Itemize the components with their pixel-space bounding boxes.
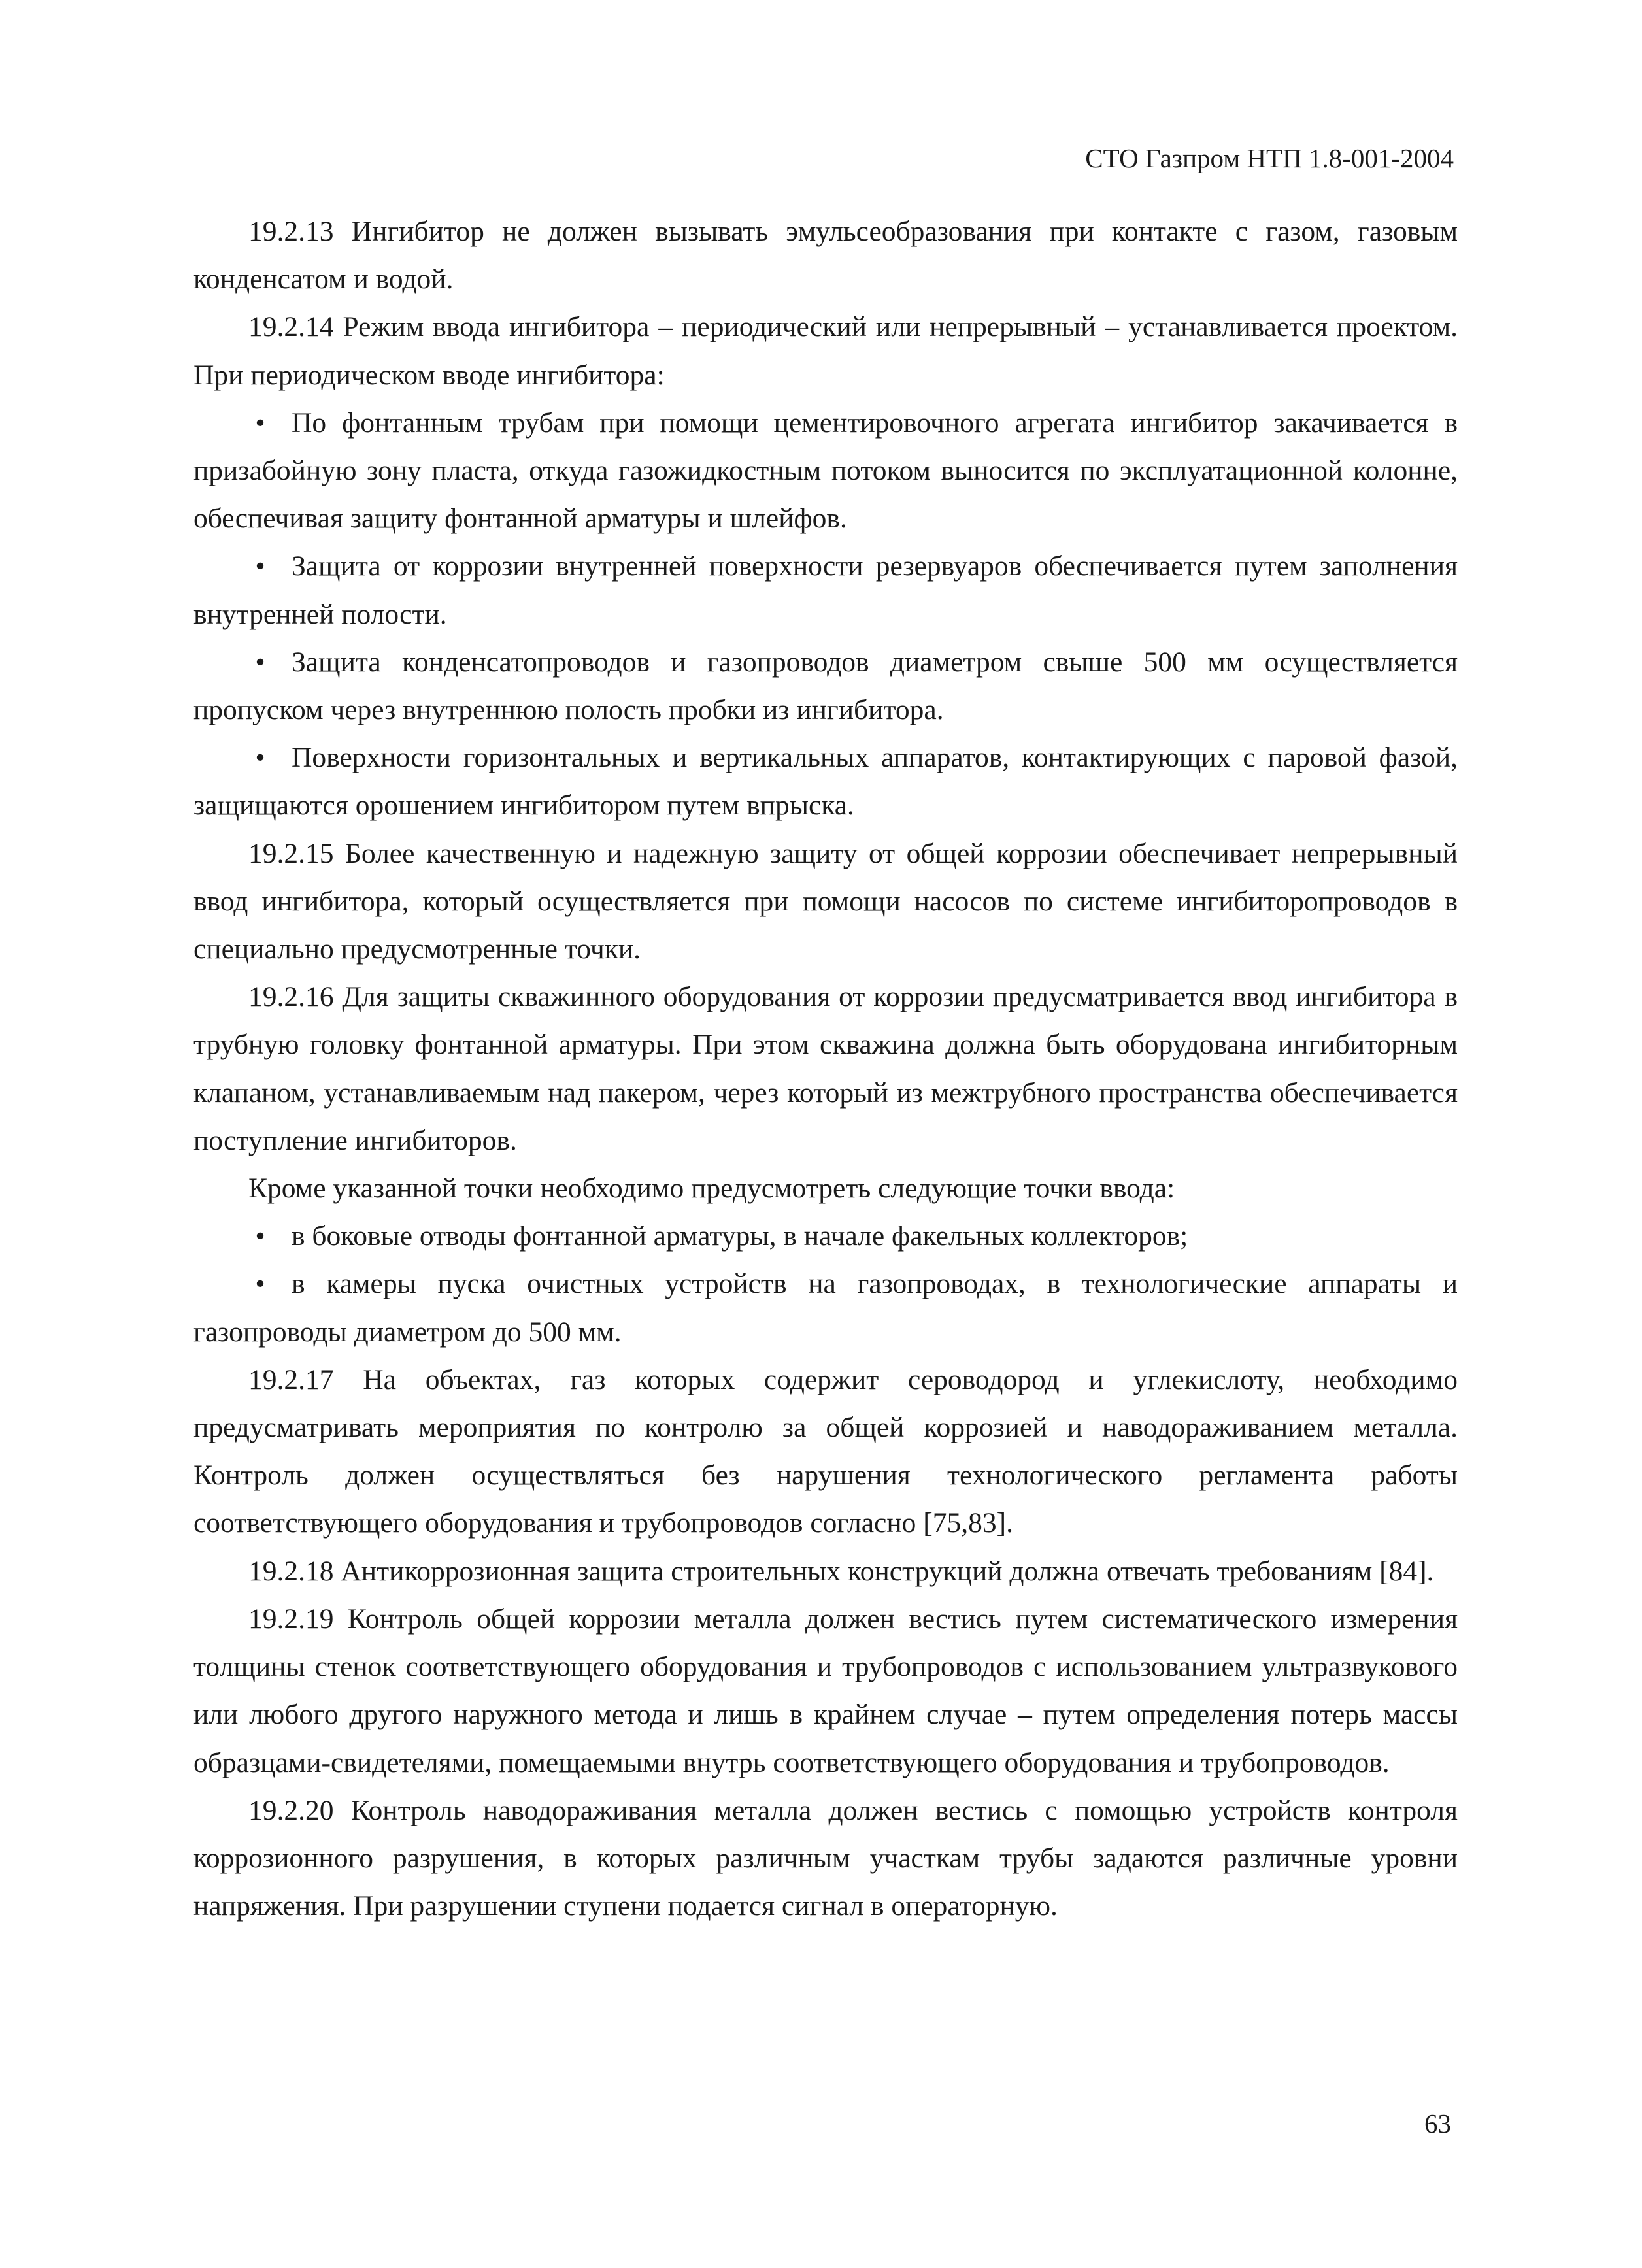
page-number: 63 <box>1424 2109 1451 2139</box>
list-item-text: в камеры пуска очистных устройств на газопроводах, в технологические аппараты и газопроводы диаметром до 500 мм. <box>193 1268 1458 1348</box>
paragraph-19-2-19: 19.2.19 Контроль общей коррозии металла должен вестись путем систематического измерения толщины стенок соответствующего оборудования и трубопроводов с использованием ультразвукового или любого другого наружного метода и лишь в крайнем случае – путем определения потерь массы образцами-свидетелями, помещаемыми внутрь соответствующего оборудования и трубопроводов. <box>193 1603 1458 1778</box>
list-item <box>193 639 1458 734</box>
list-item <box>193 399 1458 543</box>
bullet-icon: • <box>255 646 265 678</box>
bullet-icon: • <box>255 550 265 582</box>
list-item-text: в боковые отводы фонтанной арматуры, в начале факельных коллекторов; <box>292 1220 1188 1252</box>
paragraph-19-2-13: 19.2.13 Ингибитор не должен вызывать эмульсеобразования при контакте с газом, газовым конденсатом и водой. <box>193 216 1458 295</box>
list-item <box>193 1212 1458 1260</box>
running-header: СТО Газпром НТП 1.8-001-2004 <box>1085 143 1454 173</box>
list-item <box>193 542 1458 638</box>
paragraph-19-2-20: 19.2.20 Контроль наводораживания металла должен вестись с помощью устройств контроля коррозионного разрушения, в которых различным участкам трубы задаются различные уровни напряжения. При разрушении ступени подается сигнал в операторную. <box>193 1794 1458 1922</box>
paragraph-19-2-16: 19.2.16 Для защиты скважинного оборудования от коррозии предусматривается ввод ингибитора в трубную головку фонтанной арматуры. При этом скважина должна быть оборудована ингибиторным клапаном, устанавливаемым над пакером, через который из межтрубного пространства обеспечивается поступление ингибиторов. <box>193 981 1458 1156</box>
list-item-text: Защита от коррозии внутренней поверхности резервуаров обеспечивается путем заполнения внутренней полости. <box>193 550 1458 630</box>
paragraph-entry-points: Кроме указанной точки необходимо предусмотреть следующие точки ввода: <box>248 1173 1175 1205</box>
bullet-icon: • <box>255 407 265 439</box>
list-item <box>193 1260 1458 1356</box>
bullet-icon: • <box>255 742 265 774</box>
list-item-text: Поверхности горизонтальных и вертикальных аппаратов, контактирующих с паровой фазой, защищаются орошением ингибитором путем впрыска. <box>193 742 1458 822</box>
list-item <box>193 734 1458 829</box>
bullet-list-periodic-input <box>193 399 1458 830</box>
paragraph-19-2-18: 19.2.18 Антикоррозионная защита строительных конструкций должна отвечать требованиям [84]. <box>248 1555 1434 1587</box>
paragraph-19-2-15: 19.2.15 Более качественную и надежную защиту от общей коррозии обеспечивает непрерывный ввод ингибитора, который осуществляется при помощи насосов по системе ингибиторопроводов в специально предусмотренные точки. <box>193 837 1458 965</box>
list-item-text: По фонтанным трубам при помощи цементировочного агрегата ингибитор закачивается в призабойную зону пласта, откуда газожидкостным потоком выносится по эксплуатационной колонне, обеспечивая защиту фонтанной арматуры и шлейфов. <box>193 407 1458 535</box>
document-body <box>193 208 1458 1930</box>
paragraph-19-2-14: 19.2.14 Режим ввода ингибитора – периодический или непрерывный – устанавливается проектом. При периодическом вводе ингибитора: <box>193 311 1458 391</box>
list-item-text: Защита конденсатопроводов и газопроводов диаметром свыше 500 мм осуществляется пропуском через внутреннюю полость пробки из ингибитора. <box>193 646 1458 726</box>
bullet-icon: • <box>255 1220 265 1252</box>
paragraph-19-2-17: 19.2.17 На объектах, газ которых содержит сероводород и углекислоту, необходимо предусматривать мероприятия по контролю за общей коррозией и наводораживанием металла. Контроль должен осуществляться без нарушения технологического регламента работы соответствующего оборудования и трубопроводов согласно [75,83]. <box>193 1363 1458 1539</box>
bullet-list-entry-points <box>193 1212 1458 1356</box>
bullet-icon: • <box>255 1268 265 1300</box>
